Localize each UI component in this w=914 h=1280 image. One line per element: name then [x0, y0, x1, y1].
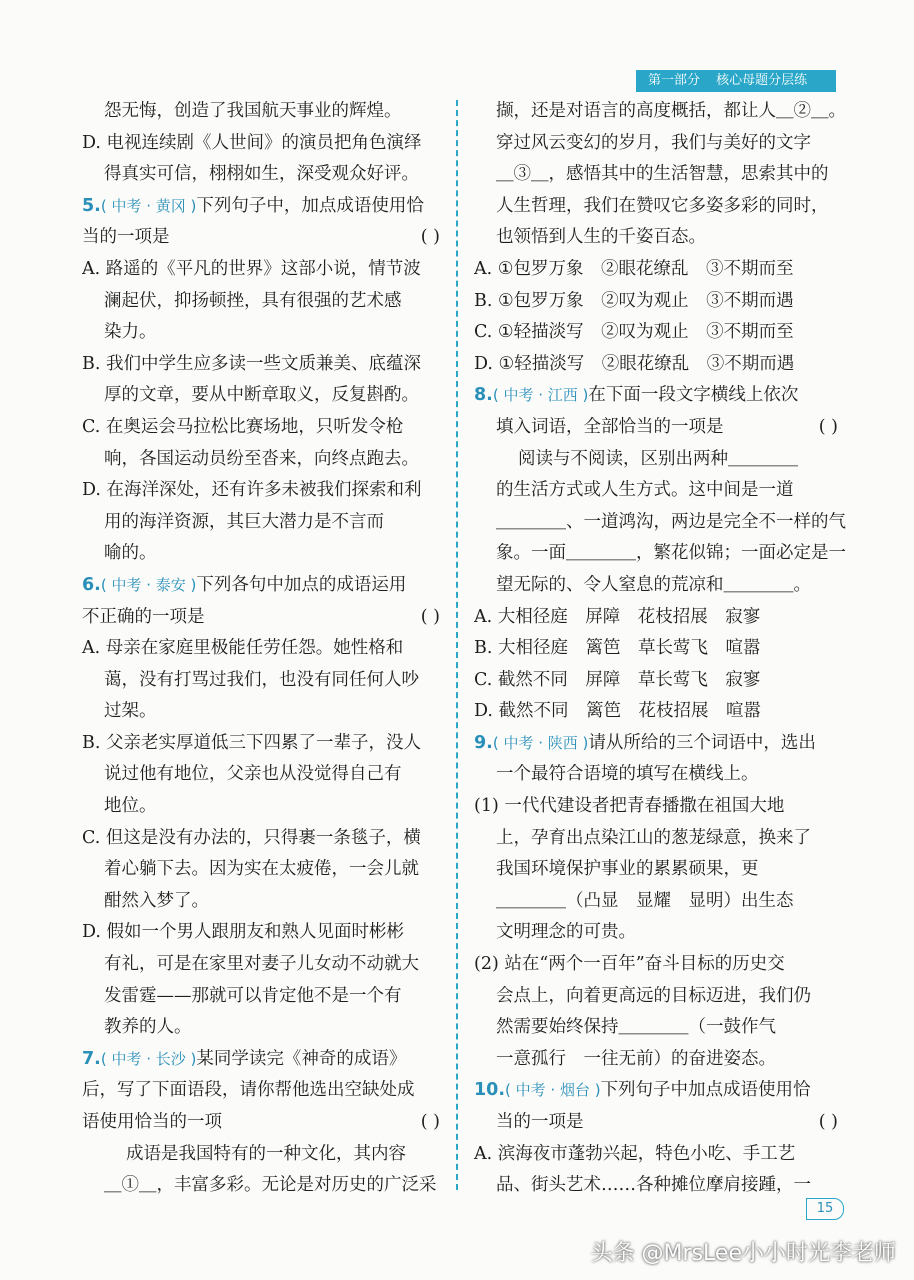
- line-text: 染力。: [104, 322, 157, 343]
- text-line: [82, 854, 444, 886]
- question-number: 10.: [474, 1080, 506, 1101]
- section-label: 核心母题分层练: [716, 73, 808, 88]
- text-line: [82, 791, 444, 823]
- text-line: [474, 1107, 842, 1139]
- line-text: (2) 站在“两个一百年”奋斗目标的历史交: [474, 954, 785, 975]
- question-line: [474, 1075, 842, 1107]
- text-line: [82, 696, 444, 728]
- line-text: 请从所给的三个词语中，选出: [588, 732, 816, 753]
- answer-bracket: ( ): [818, 416, 838, 437]
- page-number: 15: [806, 1198, 844, 1220]
- line-text: D. 假如一个男人跟朋友和熟人见面时彬彬: [82, 922, 405, 943]
- line-text: B. 父亲老实厚道低三下四累了一辈子，没人: [82, 732, 421, 753]
- text-line: [82, 254, 444, 286]
- question-number: 9.: [474, 732, 493, 753]
- question-source: ( 中考 · 陕西 ): [492, 733, 589, 752]
- question-source: ( 中考 · 烟台 ): [505, 1081, 601, 1100]
- line-text: 文明理念的可贵。: [496, 922, 636, 943]
- line-text: 下列各句中加点的成语运用: [196, 574, 407, 595]
- text-line: [82, 538, 444, 570]
- line-text: 有礼，可是在家里对妻子儿女动不动就大: [104, 954, 419, 975]
- watermark: 头条 @MrsLee小小时光李老师: [590, 1241, 896, 1266]
- line-text: A. 路遥的《平凡的世界》这部小说，情节波: [82, 258, 421, 279]
- question-line: [82, 1044, 444, 1076]
- answer-bracket: ( ): [420, 227, 440, 248]
- line-text: 教养的人。: [104, 1017, 192, 1038]
- text-line: [82, 128, 444, 160]
- text-line: [474, 538, 846, 570]
- text-line: [82, 1139, 444, 1171]
- text-line: [82, 1107, 444, 1139]
- answer-bracket: ( ): [420, 606, 440, 627]
- text-line: [82, 728, 444, 760]
- text-line: [474, 1170, 842, 1202]
- text-line: [474, 1044, 842, 1076]
- line-text: 一个最符合语境的填写在横线上。: [496, 764, 759, 785]
- text-line: [474, 128, 842, 160]
- text-line: [474, 570, 842, 602]
- text-line: [82, 412, 444, 444]
- text-line: [82, 981, 444, 1013]
- question-number: 7.: [82, 1048, 101, 1069]
- text-line: [474, 1012, 842, 1044]
- line-text: 蔼，没有打骂过我们，也没有同任何人吵: [104, 669, 419, 690]
- text-line: [474, 222, 842, 254]
- line-text: B. 我们中学生应多读一些文质兼美、底蕴深: [82, 353, 421, 374]
- line-text: D. 电视连续剧《人世间》的演员把角色演绎: [82, 132, 422, 153]
- text-line: [82, 1170, 444, 1202]
- line-text: 过架。: [104, 701, 157, 722]
- line-text: 地位。: [104, 796, 157, 817]
- text-line: [474, 286, 842, 318]
- text-line: [474, 759, 842, 791]
- line-text: A. 大相径庭 屏障 花枝招展 寂寥: [474, 606, 761, 627]
- line-text: D. 截然不同 篱笆 花枝招展 喧嚣: [474, 701, 762, 722]
- line-text: 阅读与不阅读，区别出两种＿＿＿＿: [518, 448, 798, 469]
- text-line: [82, 475, 444, 507]
- line-text: 望无际的、令人窒息的荒凉和＿＿＿＿。: [496, 574, 811, 595]
- text-line: [474, 254, 842, 286]
- text-line: [474, 917, 842, 949]
- line-text: 喻的。: [104, 543, 157, 564]
- line-text: 一意孤行 一往无前）的奋进姿态。: [496, 1048, 776, 1069]
- question-source: ( 中考 · 黄冈 ): [100, 196, 197, 215]
- text-line: [474, 602, 842, 634]
- text-line: [82, 759, 444, 791]
- text-line: [474, 1139, 842, 1171]
- line-text: 当的一项是: [82, 227, 170, 248]
- line-text: 的生活方式或人生方式。这中间是一道: [496, 480, 794, 501]
- line-text: 说过他有地位，父亲也从没觉得自己有: [104, 764, 402, 785]
- text-line: [82, 349, 444, 381]
- text-line: [474, 949, 842, 981]
- line-text: 我国环境保护事业的累累硕果，更: [496, 859, 759, 880]
- line-text: ＿＿＿＿、一道鸿沟，两边是完全不一样的气: [496, 511, 846, 532]
- line-text: A. 母亲在家庭里极能任劳任怨。她性格和: [82, 638, 404, 659]
- text-line: [474, 854, 842, 886]
- line-text: 成语是我国特有的一种文化，其内容: [126, 1143, 406, 1164]
- text-line: [82, 917, 444, 949]
- text-line: [474, 823, 842, 855]
- text-line: [474, 412, 842, 444]
- left-column: [82, 96, 444, 1202]
- text-line: [474, 191, 842, 223]
- line-text: (1) 一代代建设者把青春播撒在祖国大地: [474, 796, 785, 817]
- text-line: [474, 886, 842, 918]
- line-text: B. 大相径庭 篱笆 草长莺飞 喧嚣: [474, 638, 761, 659]
- line-text: C. 截然不同 屏障 草长莺飞 寂寥: [474, 669, 761, 690]
- text-line: [474, 475, 842, 507]
- line-text: 在下面一段文字横线上依次: [588, 385, 799, 406]
- text-line: [474, 96, 846, 128]
- question-line: [474, 380, 842, 412]
- line-text: 穿过风云变幻的岁月，我们与美好的文字: [496, 132, 811, 153]
- text-line: [82, 222, 444, 254]
- text-line: [82, 823, 444, 855]
- line-text: B. ①包罗万象 ②叹为观止 ③不期而遇: [474, 290, 794, 311]
- question-source: ( 中考 · 泰安 ): [100, 575, 197, 594]
- line-text: 会点上，向着更高远的目标迈进，我们仍: [496, 985, 811, 1006]
- text-line: [82, 1075, 444, 1107]
- line-text: A. ①包罗万象 ②眼花缭乱 ③不期而至: [474, 258, 794, 279]
- line-text: 下列句子中，加点成语使用恰: [196, 195, 424, 216]
- text-line: [82, 444, 444, 476]
- right-column: [474, 96, 846, 1202]
- text-line: [82, 286, 444, 318]
- text-line: [82, 633, 444, 665]
- text-line: [82, 96, 444, 128]
- line-text: 澜起伏，抑扬顿挫，具有很强的艺术感: [104, 290, 402, 311]
- line-text: ＿＿＿＿（凸显 显耀 显明）出生态: [496, 890, 794, 911]
- text-line: [474, 633, 842, 665]
- text-line: [82, 949, 444, 981]
- text-line: [474, 791, 842, 823]
- line-text: 某同学读完《神奇的成语》: [196, 1048, 407, 1069]
- question-line: [474, 728, 842, 760]
- answer-bracket: ( ): [420, 1112, 440, 1132]
- question-line: [82, 191, 444, 223]
- line-text: 响，各国运动员纷至沓来，向终点跑去。: [104, 448, 419, 469]
- line-text: C. ①轻描淡写 ②叹为观止 ③不期而至: [474, 322, 794, 343]
- line-text: ＿①＿，丰富多彩。无论是对历史的广泛采: [104, 1175, 437, 1196]
- line-text: 用的海洋资源，其巨大潜力是不言而: [104, 511, 384, 532]
- part-label: 第一部分: [648, 73, 701, 88]
- line-text: 也领悟到人生的千姿百态。: [496, 227, 706, 248]
- line-text: 然需要始终保持＿＿＿＿（一鼓作气: [496, 1017, 776, 1038]
- text-line: [474, 507, 846, 539]
- question-number: 8.: [474, 385, 493, 406]
- line-text: A. 滨海夜市蓬勃兴起，特色小吃、手工艺: [474, 1143, 796, 1164]
- question-number: 5.: [82, 195, 101, 216]
- line-text: D. ①轻描淡写 ②眼花缭乱 ③不期而遇: [474, 353, 795, 374]
- line-text: 不正确的一项是: [82, 606, 205, 627]
- line-text: 人生哲理，我们在赞叹它多姿多彩的同时，: [496, 195, 829, 216]
- question-number: 6.: [82, 574, 101, 595]
- text-line: [474, 349, 842, 381]
- text-line: [82, 665, 444, 697]
- question-source: ( 中考 · 江西 ): [492, 386, 589, 405]
- line-text: 撷，还是对语言的高度概括，都让人＿②＿。: [496, 101, 846, 121]
- column-divider: [456, 100, 458, 1190]
- text-line: [474, 981, 842, 1013]
- line-text: 酣然入梦了。: [104, 890, 209, 911]
- text-line: [82, 159, 444, 191]
- line-text: 填入词语，全部恰当的一项是: [496, 416, 724, 437]
- text-line: [474, 159, 842, 191]
- text-line: [82, 317, 444, 349]
- text-line: [82, 602, 444, 634]
- line-text: 下列句子中加点成语使用恰: [600, 1080, 811, 1101]
- text-line: [82, 886, 444, 918]
- text-line: [474, 444, 842, 476]
- text-line: [82, 507, 444, 539]
- answer-bracket: ( ): [818, 1112, 838, 1132]
- line-text: 怨无悔，创造了我国航天事业的辉煌。: [104, 101, 402, 121]
- line-text: 品、街头艺术……各种摊位摩肩接踵，一: [496, 1175, 811, 1196]
- text-line: [82, 1012, 444, 1044]
- line-text: C. 但这是没有办法的，只得裹一条毯子，横: [82, 827, 421, 848]
- line-text: D. 在海洋深处，还有许多未被我们探索和利: [82, 480, 422, 501]
- line-text: C. 在奥运会马拉松比赛场地，只听发令枪: [82, 416, 404, 437]
- line-text: 发雷霆——那就可以肯定他不是一个有: [104, 985, 402, 1006]
- line-text: 着心躺下去。因为实在太疲倦，一会儿就: [104, 859, 419, 880]
- question-line: [82, 570, 444, 602]
- line-text: 厚的文章，要从中断章取义，反复斟酌。: [104, 385, 419, 406]
- text-line: [474, 317, 842, 349]
- line-text: 后，写了下面语段，请你帮他选出空缺处成: [82, 1080, 415, 1101]
- line-text: ＿③＿，感悟其中的生活智慧，思索其中的: [496, 164, 829, 185]
- line-text: 得真实可信，栩栩如生，深受观众好评。: [104, 164, 419, 185]
- section-header: [636, 70, 836, 92]
- line-text: 上，孕育出点染江山的葱茏绿意，换来了: [496, 827, 811, 848]
- question-source: ( 中考 · 长沙 ): [100, 1049, 197, 1068]
- text-line: [474, 665, 842, 697]
- text-line: [474, 696, 842, 728]
- line-text: 当的一项是: [496, 1112, 584, 1132]
- line-text: 象。一面＿＿＿＿，繁花似锦；一面必定是一: [496, 543, 846, 564]
- text-line: [82, 380, 444, 412]
- line-text: 语使用恰当的一项: [82, 1112, 222, 1132]
